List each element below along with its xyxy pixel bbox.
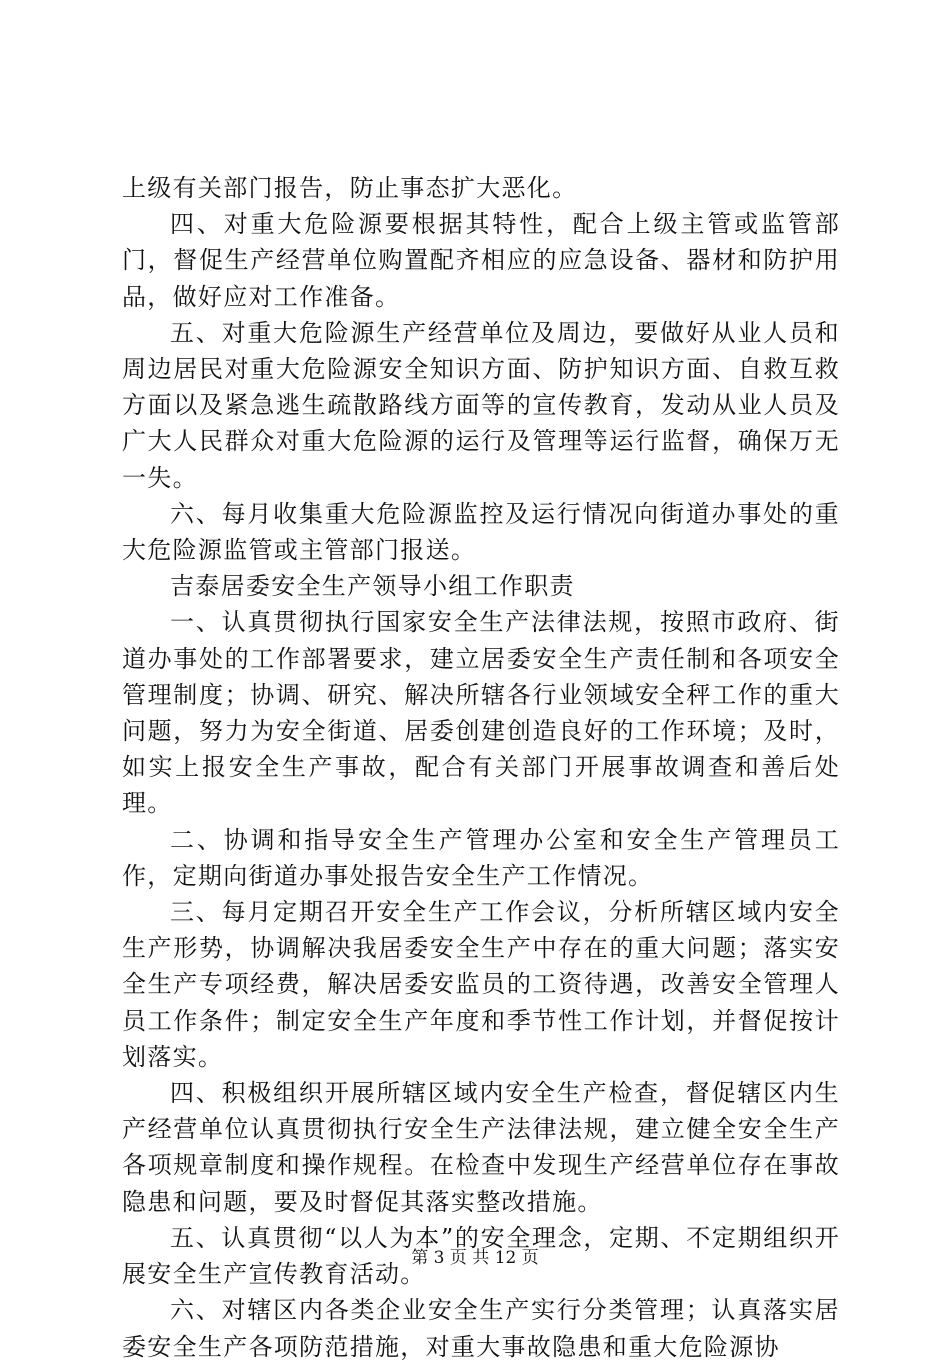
paragraph-4: 六、每月收集重大危险源监控及运行情况向街道办事处的重大危险源监管或主管部门报送。 <box>122 499 840 565</box>
paragraph-10: 五、认真贯彻“以人为本”的安全理念，定期、不定期组织开展安全生产宣传教育活动。 <box>122 1223 840 1289</box>
page-number-footer: 第 3 页 共 12 页 <box>411 1248 539 1268</box>
paragraph-7: 二、协调和指导安全生产管理办公室和安全生产管理员工作，定期向街道办事处报告安全生产工作情况。 <box>122 825 840 890</box>
paragraph-3: 五、对重大危险源生产经营单位及周边，要做好从业人员和周边居民对重大危险源安全知识方面、防护知识方面、自救互救方面以及紧急逃生疏散路线方面等的宣传教育，发动从业人员及广大人民群众对重大危险源的运行及管理等运行监督，确保万无一失。 <box>122 318 840 492</box>
paragraph-1: 上级有关部门报告，防止事态扩大恶化。 <box>122 174 578 202</box>
section-heading: 吉泰居委安全生产领导小组工作职责 <box>170 572 575 601</box>
paragraph-8: 三、每月定期召开安全生产工作会议，分析所辖区域内安全生产形势，协调解决我居委安全生产中存在的重大问题；落实安全生产专项经费，解决居委安监员的工资待遇，改善安全管理人员工作条件；制定安全生产年度和季节性工作计划，并督促按计划落实。 <box>122 898 840 1071</box>
paragraph-11: 六、对辖区内各类企业安全生产实行分类管理；认真落实居委安全生产各项防范措施，对重大事故隐患和重大危险源协 <box>122 1296 840 1361</box>
paragraph-9: 四、积极组织开展所辖区域内安全生产检查，督促辖区内生产经营单位认真贯彻执行安全生产法律法规，建立健全安全生产各项规章制度和操作规程。在检查中发现生产经营单位存在事故隐患和问题，要及时督促其落实整改措施。 <box>122 1079 840 1216</box>
paragraph-2: 四、对重大危险源要根据其特性，配合上级主管或监管部门，督促生产经营单位购置配齐相应的应急设备、器材和防护用品，做好应对工作准备。 <box>122 210 840 311</box>
paragraph-6: 一、认真贯彻执行国家安全生产法律法规，按照市政府、街道办事处的工作部署要求，建立居委安全生产责任制和各项安全管理制度；协调、研究、解决所辖各行业领域安全秤工作的重大问题，努力为安全街道、居委创建创造良好的工作环境；及时，如实上报安全生产事故，配合有关部门开展事故调查和善后处理。 <box>122 608 840 818</box>
document-body <box>122 170 840 1365</box>
